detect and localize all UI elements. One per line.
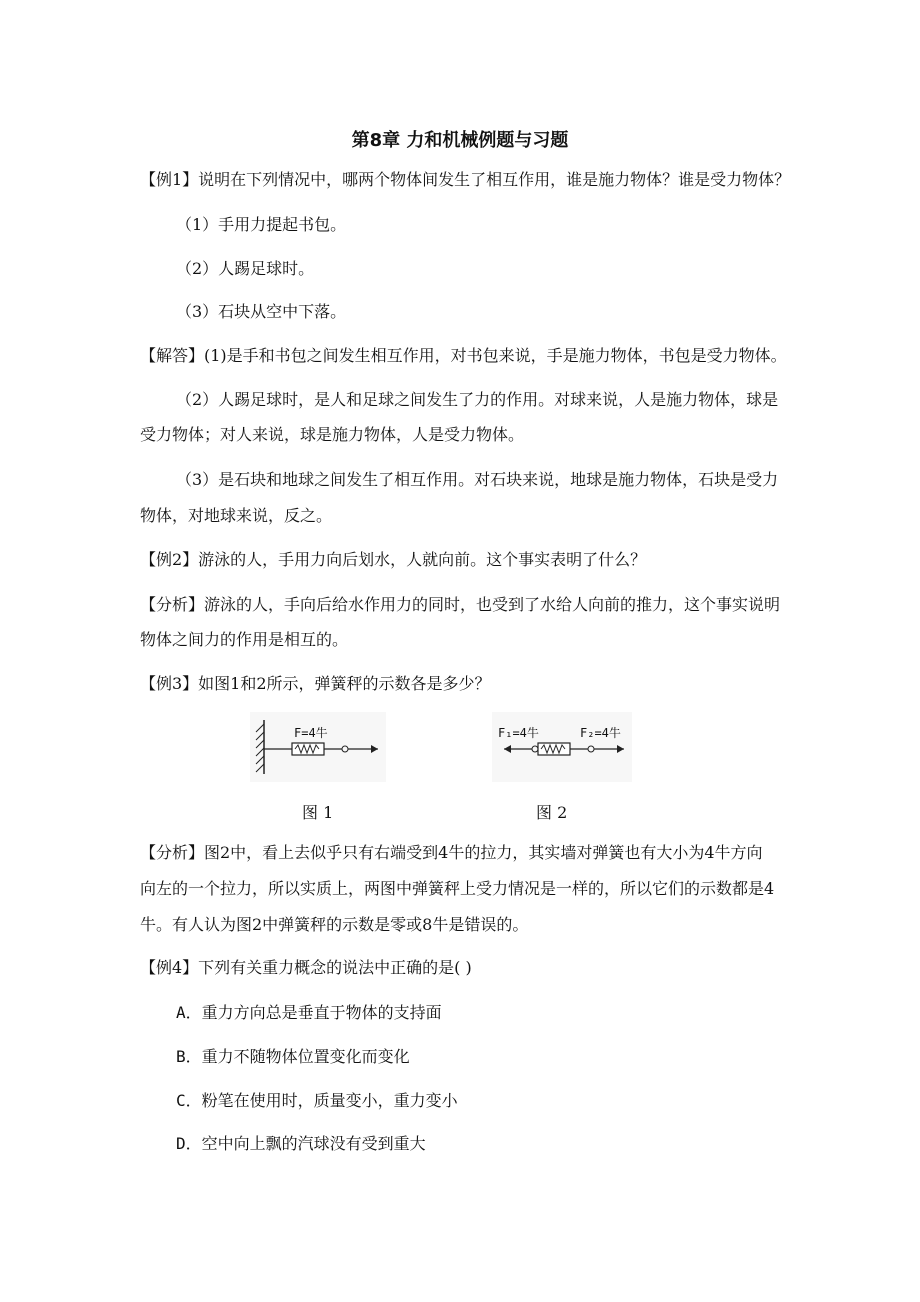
answer-1-part-2-line-1: （2）人踢足球时，是人和足球之间发生了力的作用。对球来说，人是施力物体，球是 [176, 390, 779, 409]
option-c: C．粉笔在使用时，质量变小，重力变小 [176, 1091, 458, 1110]
answer-1-part-3-line-1: （3）是石块和地球之间发生了相互作用。对石块来说，地球是施力物体，石块是受力 [176, 470, 779, 489]
example-3-analysis-line-3: 牛。有人认为图2中弹簧秤的示数是零或8牛是错误的。 [140, 915, 529, 934]
answer-1-part-3-line-2: 物体，对地球来说，反之。 [140, 506, 333, 525]
figure-2-diagram [492, 712, 632, 782]
right-ring [588, 746, 594, 752]
example-1-question: 【例1】说明在下列情况中，哪两个物体间发生了相互作用，谁是施力物体？谁是受力物体？ [140, 170, 791, 189]
example-3-question: 【例3】如图1和2所示，弹簧秤的示数各是多少？ [140, 674, 491, 693]
figure-1-diagram [250, 712, 386, 782]
figure-2 [492, 712, 632, 782]
force-arrowhead [371, 745, 378, 753]
figure-1-caption: 图 1 [302, 803, 334, 822]
option-a: A．重力方向总是垂直于物体的支持面 [176, 1003, 442, 1022]
example-2-analysis-line-2: 物体之间力的作用是相互的。 [140, 630, 349, 649]
example-1-item-3: （3）石块从空中下落。 [176, 302, 347, 321]
example-4-question: 【例4】下列有关重力概念的说法中正确的是( ) [140, 958, 472, 977]
answer-1-part-2-line-2: 受力物体；对人来说，球是施力物体，人是受力物体。 [140, 425, 525, 444]
option-d: D．空中向上飘的汽球没有受到重大 [176, 1134, 426, 1153]
figure-1 [250, 712, 386, 782]
figure-2-right-force-label: F₂=4牛 [580, 726, 621, 740]
figure-1-force-label: F=4牛 [294, 726, 328, 740]
figure-2-caption: 图 2 [536, 803, 568, 822]
right-force-arrowhead [617, 745, 624, 753]
answer-1-part-1: 【解答】(1)是手和书包之间发生相互作用，对书包来说，手是施力物体，书包是受力物体。 [140, 346, 787, 365]
option-b: B．重力不随物体位置变化而变化 [176, 1047, 410, 1066]
left-ring [532, 746, 538, 752]
figure-2-left-force-label: F₁=4牛 [498, 726, 539, 740]
example-3-analysis-line-2: 向左的一个拉力，所以实质上，两图中弹簧秤上受力情况是一样的，所以它们的示数都是4 [140, 879, 775, 898]
example-2-analysis-line-1: 【分析】游泳的人，手向后给水作用力的同时，也受到了水给人向前的推力，这个事实说明 [140, 595, 781, 614]
example-3-analysis-line-1: 【分析】图2中，看上去似乎只有右端受到4牛的拉力，其实墙对弹簧也有大小为4牛方向 [140, 843, 763, 862]
example-1-item-1: （1）手用力提起书包。 [176, 215, 347, 234]
hook-ring [342, 746, 348, 752]
example-1-item-2: （2）人踢足球时。 [176, 259, 315, 278]
wall-hatch [256, 724, 264, 772]
example-2-question: 【例2】游泳的人，手用力向后划水，人就向前。这个事实表明了什么？ [140, 550, 647, 569]
page-title: 第8章 力和机械例题与习题 [351, 130, 569, 151]
